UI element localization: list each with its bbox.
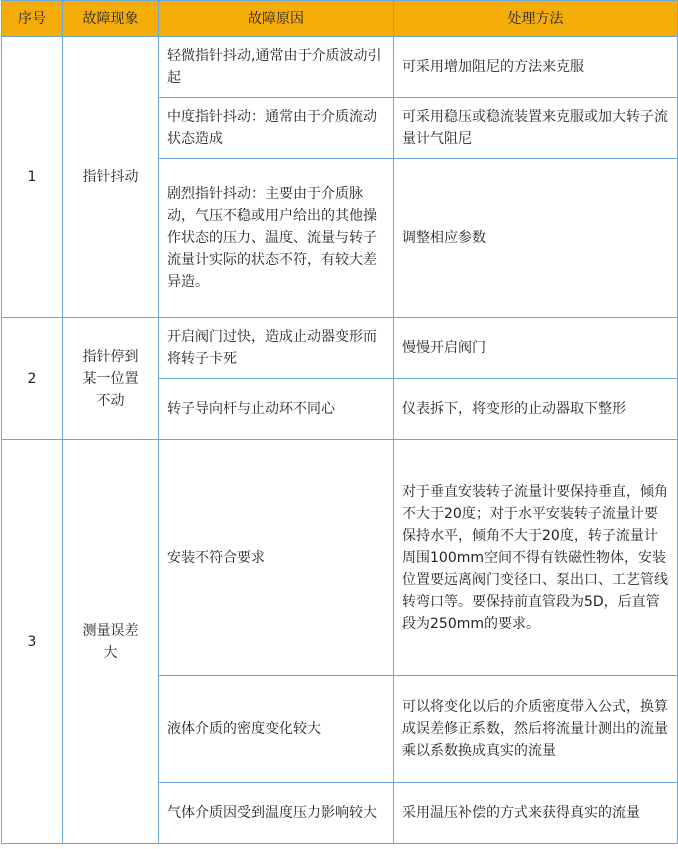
table-row	[2, 318, 678, 379]
fault-symptom: 指针停到某一位置不动	[63, 318, 159, 440]
header-method: 处理方法	[394, 1, 678, 37]
fault-table	[1, 0, 678, 844]
fix-method: 可采用稳压或稳流装置来克服或加大转子流量计气阻尼	[394, 98, 678, 159]
row-number: 2	[2, 318, 63, 440]
fix-method: 可以将变化以后的介质密度带入公式，换算成误差修正系数，然后将流量计测出的流量乘以系数换成真实的流量	[394, 676, 678, 783]
fix-method: 仪表拆下，将变形的止动器取下整形	[394, 379, 678, 440]
fix-method: 慢慢开启阀门	[394, 318, 678, 379]
fault-symptom: 指针抖动	[63, 37, 159, 318]
fix-method: 对于垂直安装转子流量计要保持垂直，倾角不大于20度；对于水平安装转子流量计要保持水平，倾角不大于20度，转子流量计周围100mm空间不得有铁磁性物体，安装位置要远离阀门变径口、泵出口、工艺管线转弯口等。要保持前直管段为5D，后直管段为250mm的要求。	[394, 440, 678, 676]
fault-cause: 剧烈指针抖动：主要由于介质脉动，气压不稳或用户给出的其他操作状态的压力、温度、流量与转子流量计实际的状态不符，有较大差异造。	[159, 159, 394, 318]
row-number: 3	[2, 440, 63, 844]
table-row	[2, 37, 678, 98]
fix-method: 采用温压补偿的方式来获得真实的流量	[394, 783, 678, 844]
fault-cause: 转子导向杆与止动环不同心	[159, 379, 394, 440]
fault-cause: 液体介质的密度变化较大	[159, 676, 394, 783]
header-no: 序号	[2, 1, 63, 37]
row-number: 1	[2, 37, 63, 318]
fix-method: 可采用增加阻尼的方法来克服	[394, 37, 678, 98]
table-row	[2, 440, 678, 676]
fault-cause: 安装不符合要求	[159, 440, 394, 676]
fault-symptom: 测量误差大	[63, 440, 159, 844]
fault-cause: 中度指针抖动：通常由于介质流动状态造成	[159, 98, 394, 159]
header-symptom: 故障现象	[63, 1, 159, 37]
header-row	[2, 1, 678, 37]
fault-cause: 开启阀门过快，造成止动器变形而将转子卡死	[159, 318, 394, 379]
header-cause: 故障原因	[159, 1, 394, 37]
fault-cause: 轻微指针抖动,通常由于介质波动引起	[159, 37, 394, 98]
fix-method: 调整相应参数	[394, 159, 678, 318]
fault-cause: 气体介质因受到温度压力影响较大	[159, 783, 394, 844]
